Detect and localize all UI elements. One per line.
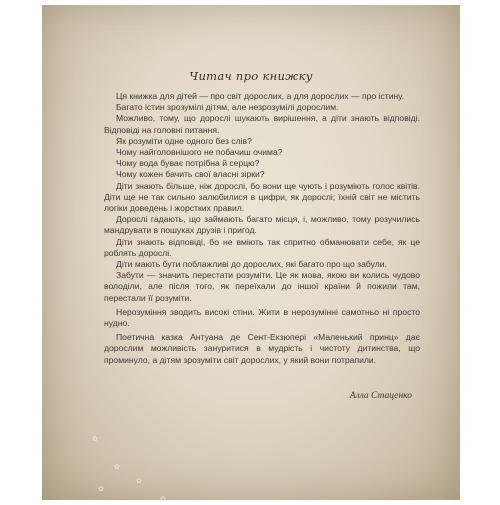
paragraph: Чому найголовнішого не побачиш очима?: [116, 147, 283, 158]
book-page: [42, 5, 460, 503]
author-signature: Алла Стаценко: [349, 391, 412, 401]
paragraph: Багато істин зрозумілі дітям, але незрозумілі дорослим.: [116, 102, 339, 113]
paragraph: Забути — значить перестати розуміти. Це як мова, якою ви колись чудово володіли, але після того, як переїхали до іншої країни й пожили там, перестали її розуміти.: [104, 270, 420, 303]
flower-icon: ✿: [92, 435, 98, 443]
paragraph: Діти знають відповіді, бо не вміють так спритно обманювати себе, як це роблять дорослі.: [104, 236, 420, 258]
page-heading: Читач про книжку: [189, 69, 313, 83]
paragraph: Ця книжка для дітей — про світ дорослих, а для дорослих — про істину.: [116, 91, 405, 101]
flower-icon: ✿: [114, 463, 120, 471]
paragraph: Як розуміти одне одного без слів?: [116, 135, 252, 146]
flower-icon: ✿: [160, 495, 166, 503]
decorative-flowers: [84, 415, 204, 505]
paragraph: Дорослі гадають, що займають багато місця, і, можливо, тому розучились мандрувати в пошуках друзів і пригод.: [104, 214, 420, 236]
paragraph: Чому вода буває потрібна й серцю?: [116, 158, 260, 169]
paragraph: Діти мають бути поблажливі до дорослих, які багато про що забули.: [116, 259, 387, 270]
paragraph: Поетична казка Антуана де Сент-Екзюпері «Маленький принц» дає дорослим можливість зануритися в мудрість і чистоту дитинства, що проминуло, а дітям зрозуміти світ дорослих, у який вони потрапили.: [104, 332, 420, 365]
article-body: [104, 91, 420, 366]
paragraph: Можливо, тому, що дорослі шукають вирішення, а діти знають відповіді. Відповіді на головні питання.: [104, 113, 420, 135]
flower-icon: ✿: [136, 477, 142, 485]
paragraph: Нерозуміння зводить високі стіни. Жити в нерозумінні самотньо ні просто нудно.: [104, 306, 420, 329]
paragraph: Діти знають більше, ніж дорослі, бо вони ще чують і розуміють голос квітів. Діти ще не так сильно залюбилися в цифри, як дорослі; їхній світ не містить логіки доведень і жорстких правил.: [104, 180, 420, 214]
paragraph: Чому кожен бачить свої власні зірки?: [116, 169, 265, 180]
flower-icon: ✿: [98, 485, 104, 493]
